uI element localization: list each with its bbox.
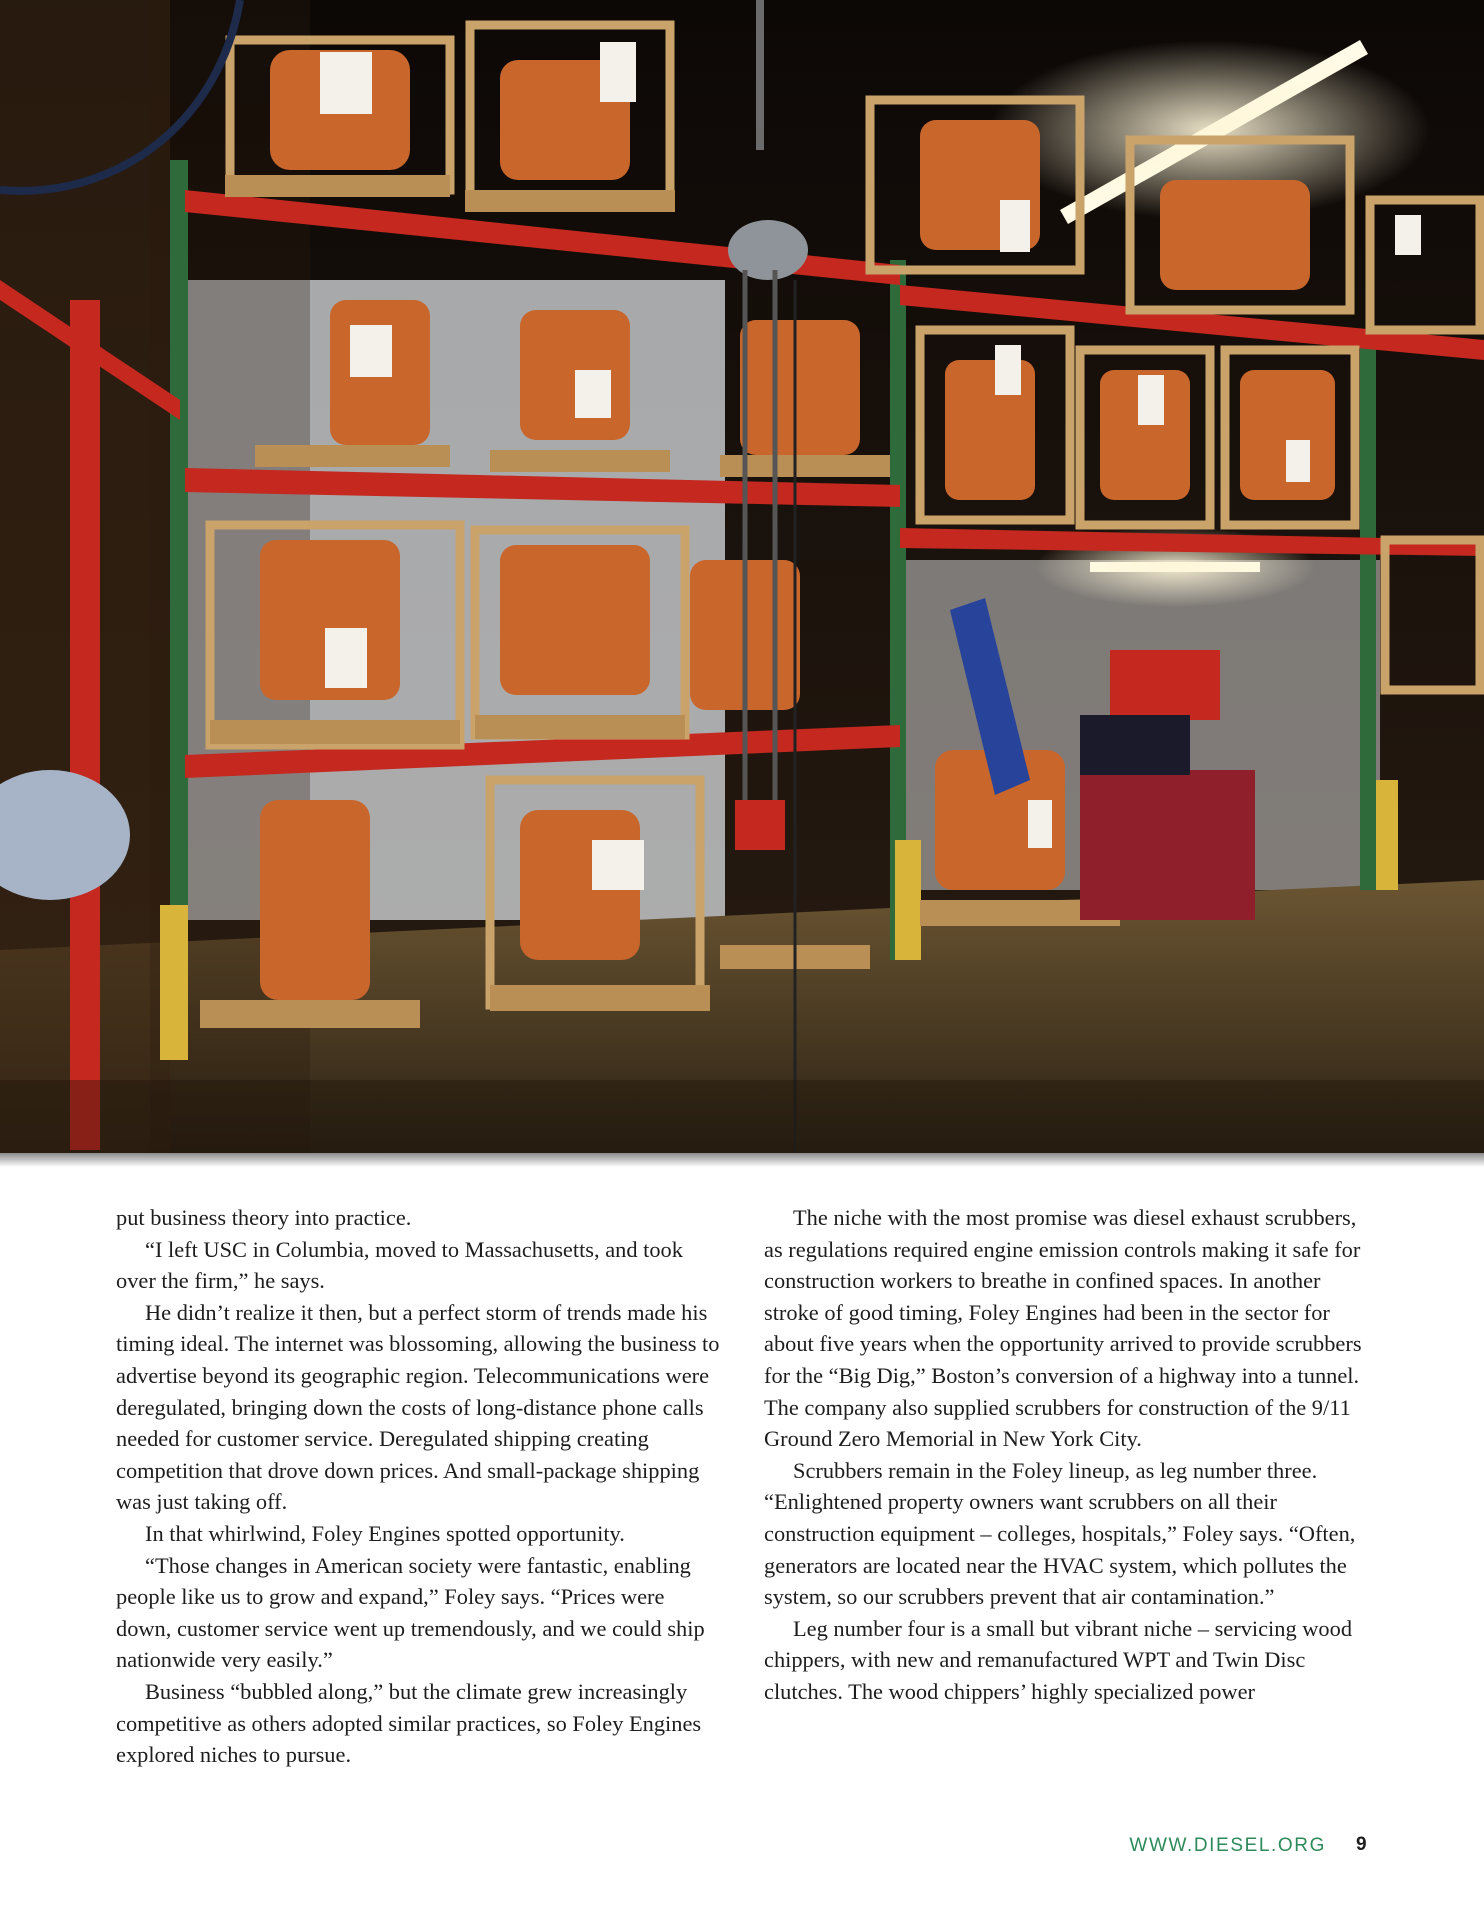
paragraph: He didn’t realize it then, but a perfect storm of trends made his timing ideal. The internet was blossoming, allowing the business to advertise beyond its geographic region. Telecommunications were deregulated, bringing down the costs of long-distance phone calls needed for customer service. Deregulated shipping creating competition that drove down prices. And small-package shipping was just taking off. — [116, 1299, 720, 1515]
paragraph: put business theory into practice. — [116, 1205, 412, 1230]
page-number: 9 — [1356, 1834, 1367, 1855]
paragraph: The niche with the most promise was diesel exhaust scrubbers, as regulations required engine emission controls making it safe for construction workers to breathe in confined spaces. In another stroke of good timing, Foley Engines had been in the sector for about five years when the opportunity arrived to provide scrubbers for the “Big Dig,” Boston’s conversion of a highway into a tunnel. The company also supplied scrubbers for construction of the 9/11 Ground Zero Memorial in New York City. — [764, 1205, 1362, 1452]
footer-website-link[interactable]: WWW.DIESEL.ORG — [1129, 1835, 1326, 1856]
paragraph: In that whirlwind, Foley Engines spotted opportunity. — [145, 1520, 625, 1546]
article-left-column — [116, 1202, 720, 1771]
photo-shadow — [0, 1153, 1484, 1167]
paragraph: “I left USC in Columbia, moved to Massachusetts, and took over the firm,” he says. — [116, 1236, 683, 1294]
paragraph: “Those changes in American society were fantastic, enabling people like us to grow and expand,” Foley says. “Prices were down, customer service went up tremendously, and we could ship nationwide very easily.” — [116, 1552, 705, 1673]
paragraph: Business “bubbled along,” but the climate grew increasingly competitive as others adopted similar practices, so Foley Engines explored niches to pursue. — [116, 1678, 702, 1768]
paragraph: Leg number four is a small but vibrant niche – servicing wood chippers, with new and remanufactured WPT and Twin Disc clutches. The wood chippers’ highly specialized power — [764, 1615, 1353, 1704]
paragraph: Scrubbers remain in the Foley lineup, as leg number three. “Enlightened property owners want scrubbers on all their construction equipment – colleges, hospitals,” Foley says. “Often, generators are located near the HVAC system, which pollutes the system, so our scrubbers prevent that air contamination.” — [764, 1457, 1356, 1610]
article-right-column — [764, 1202, 1368, 1708]
